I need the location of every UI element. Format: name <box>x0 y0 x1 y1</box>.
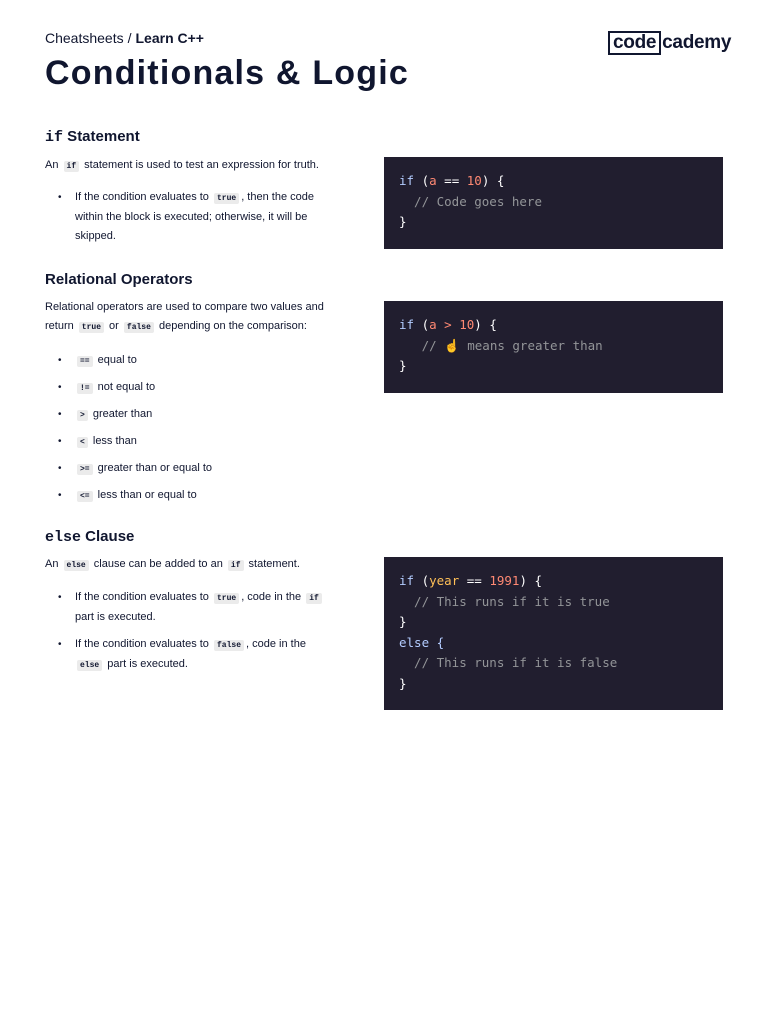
text: greater than <box>89 408 153 420</box>
code-variable: a <box>429 173 437 188</box>
text: less than or equal to <box>94 489 197 501</box>
code-block-else-clause[interactable] <box>384 557 723 710</box>
text: An <box>45 558 62 570</box>
logo-rest-text: cademy <box>662 32 732 53</box>
inline-code: if <box>228 560 244 571</box>
if-statement-bullets <box>45 188 335 246</box>
code-keyword: if <box>399 573 415 588</box>
inline-code: true <box>214 593 239 604</box>
breadcrumb-separator: / <box>127 30 132 46</box>
section-heading-else-clause <box>45 528 134 546</box>
text: equal to <box>94 354 137 366</box>
code-number: 1991 <box>489 573 520 588</box>
text: If the condition evaluates to <box>75 638 212 650</box>
inline-code: < <box>77 437 88 448</box>
code-punct: ) { <box>519 573 543 588</box>
inline-code: else <box>64 560 89 571</box>
code-comment: // Code goes here <box>399 193 542 209</box>
text: less than <box>89 435 137 447</box>
code-punct: ( <box>414 317 430 332</box>
list-item <box>45 351 335 371</box>
inline-code: != <box>77 383 93 394</box>
section-heading-relational-operators: Relational Operators <box>45 271 193 288</box>
inline-code: false <box>214 640 244 651</box>
code-block-relational-operators[interactable] <box>384 301 723 393</box>
heading-keyword: if <box>45 129 64 146</box>
list-item <box>45 486 335 506</box>
heading-text: Clause <box>81 528 135 545</box>
code-brace: } <box>399 358 407 373</box>
list-item <box>45 459 335 479</box>
code-punct: ( <box>414 573 430 588</box>
inline-code: == <box>77 356 93 367</box>
list-item <box>45 432 335 452</box>
inline-code: > <box>77 410 88 421</box>
breadcrumb-parent-link[interactable]: Cheatsheets <box>45 30 124 46</box>
text: depending on the comparison: <box>155 320 307 332</box>
if-statement-intro <box>45 156 345 176</box>
list-item <box>45 405 335 425</box>
else-clause-bullets <box>45 588 335 675</box>
section-heading-if-statement <box>45 128 140 146</box>
page-title: Conditionals & Logic <box>45 54 409 92</box>
relational-intro <box>45 298 345 337</box>
list-item <box>45 635 335 675</box>
code-operator: > <box>436 317 460 332</box>
text: not equal to <box>94 381 156 393</box>
text: statement. <box>245 558 300 570</box>
inline-code: if <box>306 593 322 604</box>
code-variable: a <box>429 317 437 332</box>
code-keyword: if <box>399 173 415 188</box>
code-block-if-statement[interactable] <box>384 157 723 249</box>
code-keyword: else { <box>399 634 445 650</box>
text: An <box>45 159 62 171</box>
inline-code: if <box>64 161 80 172</box>
text: If the condition evaluates to <box>75 191 212 203</box>
codecademy-logo[interactable] <box>608 31 731 55</box>
logo-boxed-text: code <box>608 31 661 55</box>
code-keyword: if <box>399 317 415 332</box>
code-comment: // This runs if it is true <box>399 593 610 609</box>
text: part is executed. <box>104 658 188 670</box>
text: , code in the <box>241 591 305 603</box>
text: statement is used to test an expression for truth. <box>81 159 319 171</box>
text: , then the code within the block is executed; otherwise, it will be skipped. <box>75 191 314 242</box>
inline-code: false <box>124 322 154 333</box>
code-number: 10 <box>459 317 475 332</box>
text: , code in the <box>246 638 306 650</box>
heading-keyword: else <box>45 529 82 546</box>
breadcrumb-current[interactable]: Learn C++ <box>135 30 204 46</box>
list-item <box>45 588 335 627</box>
code-operator: == <box>436 173 467 188</box>
code-comment: // This runs if it is false <box>399 655 618 670</box>
text: clause can be added to an <box>90 558 226 570</box>
code-operator: == <box>459 573 490 588</box>
text: Relational operators are used to compare two values and return <box>45 301 324 332</box>
text: If the condition evaluates to <box>75 591 212 603</box>
else-clause-intro <box>45 555 345 575</box>
heading-text: Statement <box>63 128 140 145</box>
breadcrumb <box>45 30 204 46</box>
code-punct: ( <box>414 173 430 188</box>
list-item <box>45 188 335 246</box>
inline-code: true <box>214 193 239 204</box>
inline-code: true <box>79 322 104 333</box>
inline-code: <= <box>77 491 93 502</box>
list-item <box>45 378 335 398</box>
inline-code: >= <box>77 464 93 475</box>
code-brace: } <box>399 614 407 629</box>
code-comment: // ☝️ means greater than <box>399 337 603 353</box>
code-punct: ) { <box>474 317 497 332</box>
code-brace: } <box>399 214 407 229</box>
text: or <box>106 320 122 332</box>
code-number: 10 <box>466 173 482 188</box>
text: greater than or equal to <box>94 462 213 474</box>
code-variable: year <box>429 573 460 588</box>
code-punct: ) { <box>481 173 505 188</box>
code-brace: } <box>399 675 407 691</box>
inline-code: else <box>77 660 102 671</box>
relational-operator-list <box>45 351 335 506</box>
text: part is executed. <box>75 611 156 623</box>
